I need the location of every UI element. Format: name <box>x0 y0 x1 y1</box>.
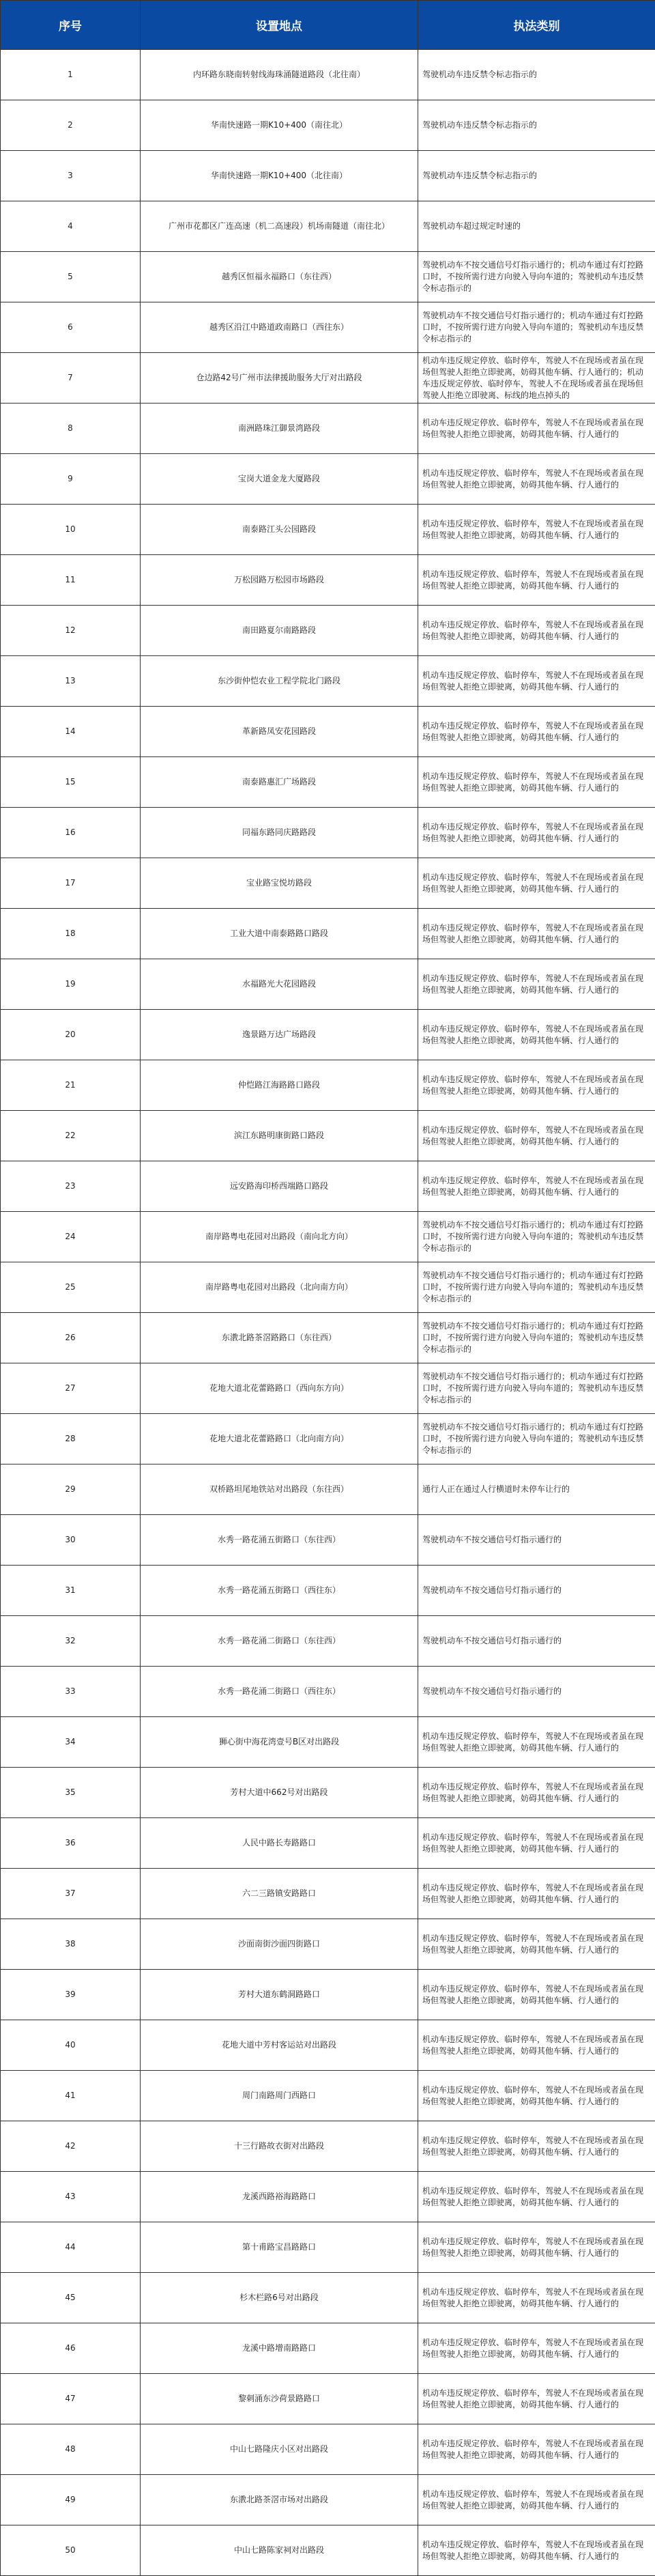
table-row <box>1 1970 655 2020</box>
row-category: 机动车违反规定停放、临时停车，驾驶人不在现场或者虽在现场但驾驶人拒绝立即驶离，妨碍其他车辆、行人通行的 <box>418 1919 655 1970</box>
row-location: 宝业路宝悦坊路段 <box>141 858 418 909</box>
row-category: 机动车违反规定停放、临时停车，驾驶人不在现场或者虽在现场但驾驶人拒绝立即驶离，妨碍其他车辆、行人通行的 <box>418 2323 655 2374</box>
table-row <box>1 909 655 959</box>
row-category: 驾驶机动车违反禁令标志指示的 <box>418 50 655 100</box>
row-category: 机动车违反规定停放、临时停车，驾驶人不在现场或者虽在现场但驾驶人拒绝立即驶离，妨碍其他车辆、行人通行的 <box>418 1060 655 1111</box>
table-row <box>1 2071 655 2121</box>
row-seq: 49 <box>1 2475 141 2525</box>
row-seq: 42 <box>1 2121 141 2172</box>
table-row <box>1 1818 655 1869</box>
row-location: 滨江东路明康街路口路段 <box>141 1111 418 1161</box>
row-location: 芳村大道东鹤洞路路口 <box>141 1970 418 2020</box>
table-row <box>1 2374 655 2424</box>
row-seq: 47 <box>1 2374 141 2424</box>
row-category: 机动车违反规定停放、临时停车，驾驶人不在现场或者虽在现场但驾驶人拒绝立即驶离，妨碍其他车辆、行人通行的 <box>418 2374 655 2424</box>
row-location: 水秀一路花涌二街路口（西往东） <box>141 1667 418 1717</box>
table-row <box>1 454 655 505</box>
row-category: 机动车违反规定停放、临时停车，驾驶人不在现场或者虽在现场但驾驶人拒绝立即驶离，妨碍其他车辆、行人通行的 <box>418 1717 655 1768</box>
row-location: 内环路东晓南转射线海珠涌隧道路段（北往南） <box>141 50 418 100</box>
table-row <box>1 1111 655 1161</box>
table-row <box>1 2475 655 2525</box>
row-location: 南田路夏尔南路路段 <box>141 606 418 656</box>
table-row <box>1 1566 655 1616</box>
row-seq: 21 <box>1 1060 141 1111</box>
row-category: 机动车违反规定停放、临时停车，驾驶人不在现场或者虽在现场但驾驶人拒绝立即驶离，妨碍其他车辆、行人通行的 <box>418 1111 655 1161</box>
row-location: 逸景路万达广场路段 <box>141 1010 418 1060</box>
table-row <box>1 1515 655 1566</box>
table-body <box>1 50 655 2576</box>
row-location: 南岸路粤电花园对出路段（北向南方向） <box>141 1262 418 1313</box>
row-category: 机动车违反规定停放、临时停车，驾驶人不在现场或者虽在现场但驾驶人拒绝立即驶离，妨碍其他车辆、行人通行的 <box>418 909 655 959</box>
row-category: 驾驶机动车超过规定时速的 <box>418 201 655 252</box>
row-location: 花地大道北花蕾路路口（西向东方向） <box>141 1363 418 1414</box>
row-category: 通行人正在通过人行横道时未停车让行的 <box>418 1464 655 1515</box>
row-seq: 2 <box>1 100 141 151</box>
row-location: 杉木栏路6号对出路段 <box>141 2273 418 2323</box>
row-location: 革新路凤安花园路段 <box>141 707 418 757</box>
table-row <box>1 100 655 151</box>
row-location: 南洲路珠江御景湾路段 <box>141 404 418 454</box>
row-seq: 37 <box>1 1869 141 1919</box>
row-seq: 19 <box>1 959 141 1010</box>
table-row <box>1 151 655 201</box>
row-location: 远安路海印桥西端路口路段 <box>141 1161 418 1212</box>
table-row <box>1 353 655 404</box>
row-category: 机动车违反规定停放、临时停车，驾驶人不在现场或者虽在现场但驾驶人拒绝立即驶离，妨碍其他车辆、行人通行的 <box>418 1869 655 1919</box>
row-location: 越秀区沿江中路道政南路口（西往东） <box>141 302 418 353</box>
row-seq: 46 <box>1 2323 141 2374</box>
row-seq: 29 <box>1 1464 141 1515</box>
table-row <box>1 505 655 555</box>
table-row <box>1 50 655 100</box>
row-location: 水秀一路花涌五街路口（西往东） <box>141 1566 418 1616</box>
table-row <box>1 1060 655 1111</box>
row-location: 南泰路江头公园路段 <box>141 505 418 555</box>
row-location: 南岸路粤电花园对出路段（南向北方向） <box>141 1212 418 1262</box>
row-seq: 36 <box>1 1818 141 1869</box>
row-category: 驾驶机动车不按交通信号灯指示通行的 <box>418 1515 655 1566</box>
row-location: 同福东路同庆路路段 <box>141 808 418 858</box>
table-row <box>1 858 655 909</box>
row-location: 双桥路坦尾地铁站对出路段（东往西） <box>141 1464 418 1515</box>
row-seq: 25 <box>1 1262 141 1313</box>
row-location: 仓边路42号广州市法律援助服务大厅对出路段 <box>141 353 418 404</box>
row-category: 驾驶机动车不按交通信号灯指示通行的；机动车通过有灯控路口时，不按所需行进方向驶入导向车道的；驾驶机动车违反禁令标志指示的 <box>418 1313 655 1363</box>
table-row <box>1 1616 655 1667</box>
row-category: 驾驶机动车不按交通信号灯指示通行的 <box>418 1616 655 1667</box>
row-seq: 3 <box>1 151 141 201</box>
row-category: 机动车违反规定停放、临时停车，驾驶人不在现场或者虽在现场但驾驶人拒绝立即驶离，妨碍其他车辆、行人通行的 <box>418 2475 655 2525</box>
row-category: 机动车违反规定停放、临时停车，驾驶人不在现场或者虽在现场但驾驶人拒绝立即驶离，妨碍其他车辆、行人通行的 <box>418 2424 655 2475</box>
row-location: 第十甫路宝昌路路口 <box>141 2222 418 2273</box>
row-seq: 13 <box>1 656 141 707</box>
table-row <box>1 656 655 707</box>
row-location: 仲恺路江海路路口路段 <box>141 1060 418 1111</box>
row-seq: 24 <box>1 1212 141 1262</box>
row-seq: 31 <box>1 1566 141 1616</box>
row-category: 驾驶机动车不按交通信号灯指示通行的；机动车通过有灯控路口时，不按所需行进方向驶入导向车道的；驾驶机动车违反禁令标志指示的 <box>418 1363 655 1414</box>
table-row <box>1 1363 655 1414</box>
row-seq: 34 <box>1 1717 141 1768</box>
row-location: 狮心街中海花湾壹号B区对出路段 <box>141 1717 418 1768</box>
table-row <box>1 2525 655 2576</box>
row-category: 机动车违反规定停放、临时停车，驾驶人不在现场或者虽在现场但驾驶人拒绝立即驶离，妨碍其他车辆、行人通行的 <box>418 2273 655 2323</box>
table-row <box>1 1717 655 1768</box>
row-seq: 50 <box>1 2525 141 2576</box>
table-row <box>1 404 655 454</box>
table-row <box>1 1010 655 1060</box>
row-category: 机动车违反规定停放、临时停车，驾驶人不在现场或者虽在现场但驾驶人拒绝立即驶离，妨碍其他车辆、行人通行的 <box>418 2020 655 2071</box>
row-seq: 33 <box>1 1667 141 1717</box>
row-seq: 23 <box>1 1161 141 1212</box>
row-seq: 6 <box>1 302 141 353</box>
row-seq: 7 <box>1 353 141 404</box>
row-category: 驾驶机动车不按交通信号灯指示通行的；机动车通过有灯控路口时，不按所需行进方向驶入导向车道的；驾驶机动车违反禁令标志指示的 <box>418 302 655 353</box>
row-seq: 48 <box>1 2424 141 2475</box>
row-location: 周门南路周门西路口 <box>141 2071 418 2121</box>
row-category: 机动车违反规定停放、临时停车，驾驶人不在现场或者虽在现场但驾驶人拒绝立即驶离，妨碍其他车辆、行人通行的 <box>418 2121 655 2172</box>
row-location: 东漖北路茶滘路路口（东往西） <box>141 1313 418 1363</box>
table-row <box>1 1414 655 1464</box>
row-location: 黎刺涌东沙荷景路路口 <box>141 2374 418 2424</box>
row-category: 机动车违反规定停放、临时停车，驾驶人不在现场或者虽在现场但驾驶人拒绝立即驶离，妨碍其他车辆、行人通行的；机动车违反规定停放、临时停车，驾驶人不在现场或者虽在现场但驾驶人拒绝立即驶离、标线的地点掉头的 <box>418 353 655 404</box>
row-category: 机动车违反规定停放、临时停车，驾驶人不在现场或者虽在现场但驾驶人拒绝立即驶离，妨碍其他车辆、行人通行的 <box>418 404 655 454</box>
header-seq: 序号 <box>1 1 141 50</box>
table-row <box>1 808 655 858</box>
row-location: 沙面南街沙面四街路口 <box>141 1919 418 1970</box>
row-category: 驾驶机动车不按交通信号灯指示通行的；机动车通过有灯控路口时，不按所需行进方向驶入导向车道的；驾驶机动车违反禁令标志指示的 <box>418 252 655 302</box>
table-row <box>1 2323 655 2374</box>
table-row <box>1 1212 655 1262</box>
table-row <box>1 1869 655 1919</box>
row-category: 驾驶机动车不按交通信号灯指示通行的 <box>418 1667 655 1717</box>
row-seq: 41 <box>1 2071 141 2121</box>
table-row <box>1 1161 655 1212</box>
row-location: 龙溪中路增南路路口 <box>141 2323 418 2374</box>
row-category: 驾驶机动车违反禁令标志指示的 <box>418 151 655 201</box>
row-category: 机动车违反规定停放、临时停车，驾驶人不在现场或者虽在现场但驾驶人拒绝立即驶离，妨碍其他车辆、行人通行的 <box>418 1768 655 1818</box>
row-seq: 11 <box>1 555 141 606</box>
row-location: 六二三路镇安路路口 <box>141 1869 418 1919</box>
row-location: 中山七路隆庆小区对出路段 <box>141 2424 418 2475</box>
table-row <box>1 2172 655 2222</box>
row-category: 驾驶机动车不按交通信号灯指示通行的；机动车通过有灯控路口时，不按所需行进方向驶入导向车道的；驾驶机动车违反禁令标志指示的 <box>418 1262 655 1313</box>
row-seq: 26 <box>1 1313 141 1363</box>
row-seq: 1 <box>1 50 141 100</box>
row-category: 机动车违反规定停放、临时停车，驾驶人不在现场或者虽在现场但驾驶人拒绝立即驶离，妨碍其他车辆、行人通行的 <box>418 454 655 505</box>
row-category: 机动车违反规定停放、临时停车，驾驶人不在现场或者虽在现场但驾驶人拒绝立即驶离，妨碍其他车辆、行人通行的 <box>418 707 655 757</box>
row-location: 水秀一路花涌二街路口（东往西） <box>141 1616 418 1667</box>
row-category: 驾驶机动车不按交通信号灯指示通行的；机动车通过有灯控路口时，不按所需行进方向驶入导向车道的；驾驶机动车违反禁令标志指示的 <box>418 1212 655 1262</box>
row-seq: 12 <box>1 606 141 656</box>
row-location: 中山七路陈家祠对出路段 <box>141 2525 418 2576</box>
row-category: 机动车违反规定停放、临时停车，驾驶人不在现场或者虽在现场但驾驶人拒绝立即驶离，妨碍其他车辆、行人通行的 <box>418 1161 655 1212</box>
row-category: 机动车违反规定停放、临时停车，驾驶人不在现场或者虽在现场但驾驶人拒绝立即驶离，妨碍其他车辆、行人通行的 <box>418 959 655 1010</box>
row-seq: 30 <box>1 1515 141 1566</box>
header-row <box>1 1 655 50</box>
table-row <box>1 2424 655 2475</box>
row-location: 龙溪西路裕海路路口 <box>141 2172 418 2222</box>
table-row <box>1 707 655 757</box>
row-category: 机动车违反规定停放、临时停车，驾驶人不在现场或者虽在现场但驾驶人拒绝立即驶离，妨碍其他车辆、行人通行的 <box>418 757 655 808</box>
row-category: 驾驶机动车不按交通信号灯指示通行的；机动车通过有灯控路口时，不按所需行进方向驶入导向车道的；驾驶机动车违反禁令标志指示的 <box>418 1414 655 1464</box>
row-seq: 40 <box>1 2020 141 2071</box>
row-seq: 27 <box>1 1363 141 1414</box>
row-category: 机动车违反规定停放、临时停车，驾驶人不在现场或者虽在现场但驾驶人拒绝立即驶离，妨碍其他车辆、行人通行的 <box>418 555 655 606</box>
table-row <box>1 606 655 656</box>
row-seq: 9 <box>1 454 141 505</box>
row-seq: 35 <box>1 1768 141 1818</box>
row-seq: 4 <box>1 201 141 252</box>
row-seq: 22 <box>1 1111 141 1161</box>
row-location: 华南快速路一期K10+400（北往南） <box>141 151 418 201</box>
row-seq: 45 <box>1 2273 141 2323</box>
row-seq: 38 <box>1 1919 141 1970</box>
row-category: 机动车违反规定停放、临时停车，驾驶人不在现场或者虽在现场但驾驶人拒绝立即驶离，妨碍其他车辆、行人通行的 <box>418 858 655 909</box>
header-location: 设置地点 <box>141 1 418 50</box>
header-category: 执法类别 <box>418 1 655 50</box>
row-location: 东沙街仲恺农业工程学院北门路段 <box>141 656 418 707</box>
row-seq: 39 <box>1 1970 141 2020</box>
row-seq: 8 <box>1 404 141 454</box>
row-location: 越秀区恒福永福路口（东往西） <box>141 252 418 302</box>
row-seq: 10 <box>1 505 141 555</box>
row-seq: 14 <box>1 707 141 757</box>
row-category: 机动车违反规定停放、临时停车，驾驶人不在现场或者虽在现场但驾驶人拒绝立即驶离，妨碍其他车辆、行人通行的 <box>418 808 655 858</box>
row-location: 花地大道中芳村客运站对出路段 <box>141 2020 418 2071</box>
row-category: 机动车违反规定停放、临时停车，驾驶人不在现场或者虽在现场但驾驶人拒绝立即驶离，妨碍其他车辆、行人通行的 <box>418 2525 655 2576</box>
row-seq: 18 <box>1 909 141 959</box>
row-location: 华南快速路一期K10+400（南往北） <box>141 100 418 151</box>
table-row <box>1 2121 655 2172</box>
row-location: 工业大道中南泰路路口路段 <box>141 909 418 959</box>
row-location: 花地大道北花蕾路路口（北向南方向） <box>141 1414 418 1464</box>
row-category: 机动车违反规定停放、临时停车，驾驶人不在现场或者虽在现场但驾驶人拒绝立即驶离，妨碍其他车辆、行人通行的 <box>418 505 655 555</box>
row-seq: 28 <box>1 1414 141 1464</box>
row-seq: 20 <box>1 1010 141 1060</box>
table-row <box>1 757 655 808</box>
table-row <box>1 1919 655 1970</box>
row-seq: 44 <box>1 2222 141 2273</box>
row-category: 机动车违反规定停放、临时停车，驾驶人不在现场或者虽在现场但驾驶人拒绝立即驶离，妨碍其他车辆、行人通行的 <box>418 2071 655 2121</box>
table-row <box>1 555 655 606</box>
row-category: 机动车违反规定停放、临时停车，驾驶人不在现场或者虽在现场但驾驶人拒绝立即驶离，妨碍其他车辆、行人通行的 <box>418 656 655 707</box>
table-row <box>1 201 655 252</box>
row-location: 宝岗大道金龙大厦路段 <box>141 454 418 505</box>
table-row <box>1 1768 655 1818</box>
table-row <box>1 1313 655 1363</box>
table-row <box>1 2273 655 2323</box>
table-row <box>1 2020 655 2071</box>
row-seq: 17 <box>1 858 141 909</box>
row-seq: 32 <box>1 1616 141 1667</box>
row-seq: 43 <box>1 2172 141 2222</box>
table-row <box>1 252 655 302</box>
row-seq: 15 <box>1 757 141 808</box>
row-location: 水福路光大花园路段 <box>141 959 418 1010</box>
row-location: 人民中路长寿路路口 <box>141 1818 418 1869</box>
row-category: 机动车违反规定停放、临时停车，驾驶人不在现场或者虽在现场但驾驶人拒绝立即驶离，妨碍其他车辆、行人通行的 <box>418 2222 655 2273</box>
row-category: 驾驶机动车不按交通信号灯指示通行的 <box>418 1566 655 1616</box>
row-location: 东漖北路茶滘市场对出路段 <box>141 2475 418 2525</box>
row-location: 广州市花都区广连高速（机二高速段）机场南隧道（南往北） <box>141 201 418 252</box>
row-location: 芳村大道中662号对出路段 <box>141 1768 418 1818</box>
table-row <box>1 1667 655 1717</box>
row-seq: 5 <box>1 252 141 302</box>
table-row <box>1 2222 655 2273</box>
row-category: 驾驶机动车违反禁令标志指示的 <box>418 100 655 151</box>
row-category: 机动车违反规定停放、临时停车，驾驶人不在现场或者虽在现场但驾驶人拒绝立即驶离，妨碍其他车辆、行人通行的 <box>418 1970 655 2020</box>
row-seq: 16 <box>1 808 141 858</box>
row-category: 机动车违反规定停放、临时停车，驾驶人不在现场或者虽在现场但驾驶人拒绝立即驶离，妨碍其他车辆、行人通行的 <box>418 1010 655 1060</box>
row-category: 机动车违反规定停放、临时停车，驾驶人不在现场或者虽在现场但驾驶人拒绝立即驶离，妨碍其他车辆、行人通行的 <box>418 606 655 656</box>
row-location: 水秀一路花涌五街路口（东往西） <box>141 1515 418 1566</box>
table-row <box>1 1262 655 1313</box>
row-location: 南泰路惠汇广场路段 <box>141 757 418 808</box>
table-row <box>1 302 655 353</box>
row-category: 机动车违反规定停放、临时停车，驾驶人不在现场或者虽在现场但驾驶人拒绝立即驶离，妨碍其他车辆、行人通行的 <box>418 2172 655 2222</box>
table-row <box>1 1464 655 1515</box>
row-category: 机动车违反规定停放、临时停车，驾驶人不在现场或者虽在现场但驾驶人拒绝立即驶离，妨碍其他车辆、行人通行的 <box>418 1818 655 1869</box>
row-location: 万松园路万松园市场路段 <box>141 555 418 606</box>
table-row <box>1 959 655 1010</box>
row-location: 十三行路故衣街对出路段 <box>141 2121 418 2172</box>
